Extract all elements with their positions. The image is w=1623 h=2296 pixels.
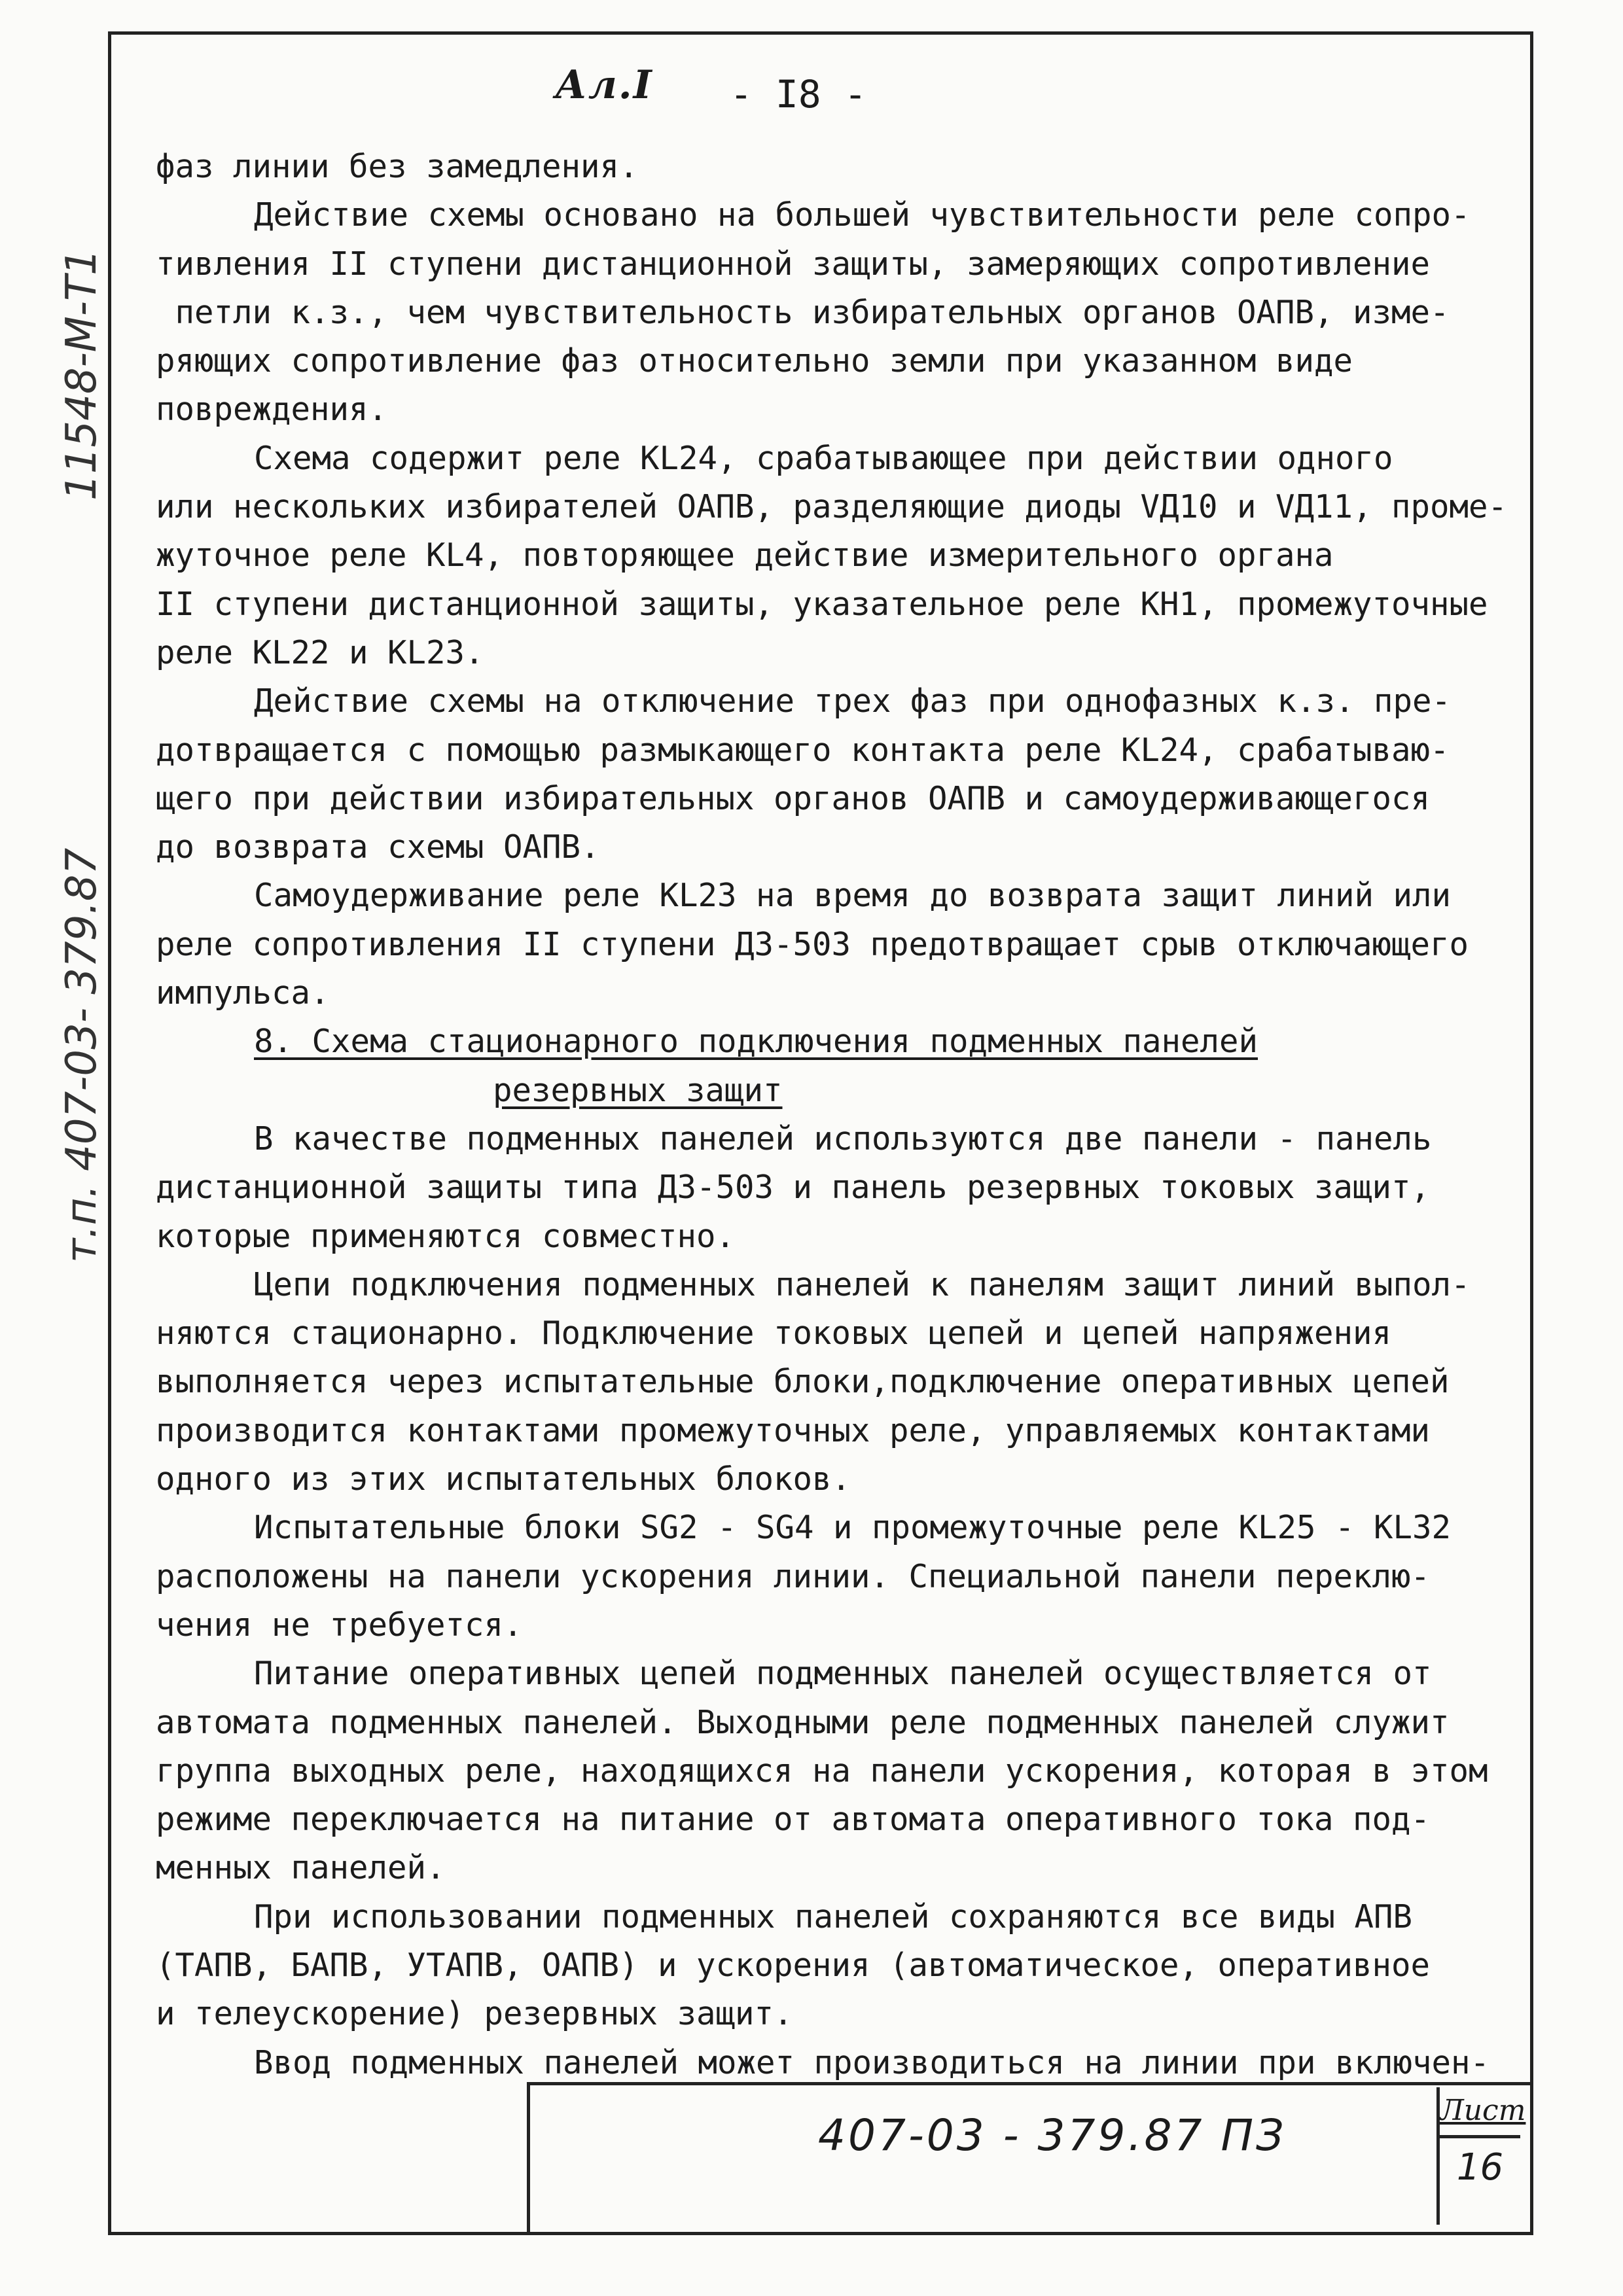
text-line: петли к.з., чем чувствительность избирательных органов ОАПВ, изме- <box>156 293 1450 331</box>
text-line: Питание оперативных цепей подменных панелей осуществляется от <box>254 1655 1432 1693</box>
text-line: (ТАПВ, БАПВ, УТАПВ, ОАПВ) и ускорения (автоматическое, оперативное <box>156 1946 1431 1984</box>
margin-inventory-note: 11548-М-Т1 <box>58 249 106 501</box>
text-line: повреждения. <box>156 391 388 429</box>
document-code: 407-03 - 379.87 ПЗ <box>818 2110 1287 2161</box>
text-line: чения не требуется. <box>156 1606 523 1644</box>
text-line: или нескольких избирателей ОАПВ, разделяющие диоды VД10 и VД11, проме- <box>156 488 1508 526</box>
text-line: При использовании подменных панелей сохраняются все виды АПВ <box>254 1898 1413 1935</box>
text-line: Действие схемы на отключение трех фаз при однофазных к.з. пре- <box>254 682 1452 720</box>
section-heading-line: 8. Схема стационарного подключения подменных панелей <box>254 1023 1258 1061</box>
text-line: Схема содержит реле KL24, срабатывающее при действии одного <box>254 439 1393 477</box>
text-line: одного из этих испытательных блоков. <box>156 1460 851 1498</box>
sheet-box <box>1436 2087 1526 2225</box>
text-line: Ввод подменных панелей может производиться на линии при включен- <box>254 2043 1490 2081</box>
sheet-number: 16 <box>1456 2146 1504 2189</box>
text-line: производится контактами промежуточных реле, управляемых контактами <box>156 1411 1431 1449</box>
document-body <box>156 143 1510 2087</box>
text-line: которые применяются совместно. <box>156 1217 736 1255</box>
text-line: Самоудерживание реле KL23 на время до возврата защит линий или <box>254 877 1452 915</box>
text-line: ряющих сопротивление фаз относительно земли при указанном виде <box>156 342 1353 380</box>
sheet-label: Лист <box>1440 2087 1520 2138</box>
text-line: няются стационарно. Подключение токовых цепей и цепей напряжения <box>156 1315 1392 1352</box>
text-line: и телеускорение) резервных защит. <box>156 1995 793 2033</box>
text-line: фаз линии без замедления. <box>156 148 639 185</box>
page-number: - I8 - <box>730 72 867 116</box>
margin-project-note: т.п. 407-03- 379.87 <box>58 847 106 1263</box>
text-line: тивления II ступени дистанционной защиты, замеряющих сопротивление <box>156 245 1431 283</box>
text-line: Цепи подключения подменных панелей к панелям защит линий выпол- <box>254 1265 1471 1303</box>
text-line: расположены на панели ускорения линии. Специальной панели переклю- <box>156 1557 1431 1595</box>
text-line: дотвращается с помощью размыкающего контакта реле KL24, срабатываю- <box>156 731 1450 769</box>
text-line: II ступени дистанционной защиты, указательное реле KH1, промежуточные <box>156 585 1488 623</box>
text-line: импульса. <box>156 974 330 1012</box>
album-mark: Ал.I <box>555 62 653 108</box>
text-line: группа выходных реле, находящихся на панели ускорения, которая в этом <box>156 1752 1488 1790</box>
text-line: жуточное реле KL4, повторяющее действие измерительного органа <box>156 537 1334 574</box>
text-line: до возврата схемы ОАПВ. <box>156 828 600 866</box>
text-line: Испытательные блоки SG2 - SG4 и промежуточные реле KL25 - KL32 <box>254 1509 1452 1547</box>
text-line: реле сопротивления II ступени ДЗ-503 предотвращает срыв отключающего <box>156 925 1469 963</box>
text-line: менных панелей. <box>156 1849 446 1887</box>
text-line: дистанционной защиты типа ДЗ-503 и панель резервных токовых защит, <box>156 1169 1431 1207</box>
text-line: автомата подменных панелей. Выходными реле подменных панелей служит <box>156 1703 1450 1741</box>
section-heading-line: резервных защит <box>493 1071 783 1109</box>
text-line: В качестве подменных панелей используются две панели - панель <box>254 1120 1432 1157</box>
text-line: реле KL22 и KL23. <box>156 633 484 671</box>
text-line: Действие схемы основано на большей чувствительности реле сопро- <box>254 196 1471 234</box>
text-line: щего при действии избирательных органов ОАПВ и самоудерживающегося <box>156 779 1431 817</box>
text-line: режиме переключается на питание от автомата оперативного тока под- <box>156 1801 1431 1839</box>
text-line: выполняется через испытательные блоки,подключение оперативных цепей <box>156 1363 1450 1401</box>
